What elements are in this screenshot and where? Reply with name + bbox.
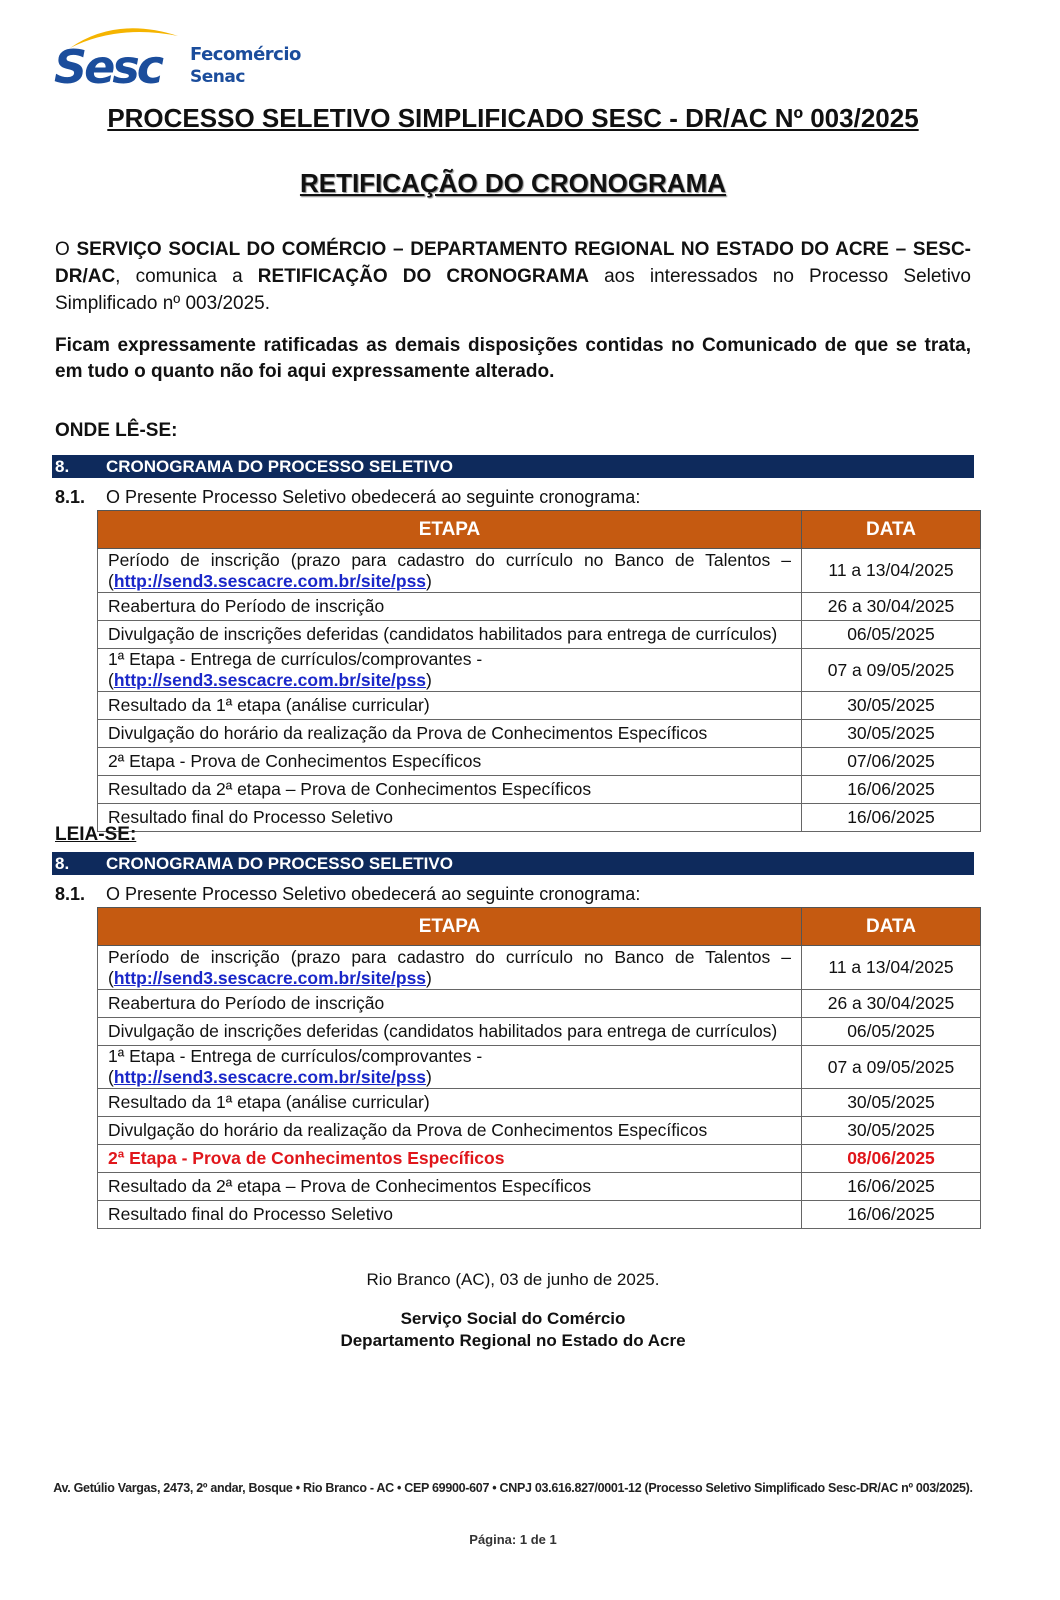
table-row: Divulgação de inscrições deferidas (candidatos habilitados para entrega de currículos) 06/05/2025 (98, 1018, 981, 1046)
table-row: Reabertura do Período de inscrição 26 a 30/04/2025 (98, 990, 981, 1018)
table-row: Reabertura do Período de inscrição 26 a 30/04/2025 (98, 593, 981, 621)
pss-link[interactable]: http://send3.sescacre.com.br/site/pss (113, 570, 427, 591)
table-row: Resultado da 2ª etapa – Prova de Conhecimentos Específicos 16/06/2025 (98, 1173, 981, 1201)
table-row: Divulgação de inscrições deferidas (candidatos habilitados para entrega de currículos) 06/05/2025 (98, 621, 981, 649)
document-page: Sesc Fecomércio Senac PROCESSO SELETIVO SIMPLIFICADO SESC - DR/AC Nº 003/2025 RETIFICAÇÃO DO CRONOGRAMA O SERVIÇO SOCIAL DO COMÉRCIO – DEPARTAMENTO REGIONAL NO ESTADO DO ACRE – SESC-DR/AC, comunica a RETIFICAÇÃO DO CRONOGRAMA aos interessados no Processo Seletivo Simplificado nº 003/2025. Ficam expressamente ratificadas as demais disposições contidas no Comunicado de que se trata, em tudo o quanto não foi aqui expressamente alterado. ONDE LÊ-SE: 8. CRONOGRAMA DO PROCESSO SELETIVO 8.1. O Presente Processo Seletivo obedecerá ao seguinte cronograma: ETAPA DATA Período de inscrição (prazo para cadastro do currículo no Banco de Talentos – (http://send3.sescacre.com.br/site/pss) 11 a 13/04/2025 Reabertura do Período de inscrição 26 a 30/04/2025 Divulgação de inscrições deferidas (candidatos habilitados para entrega de currículos) 06/05/2025 1ª Etapa - Entrega de currículos/comprovantes - (http://send3.sescacre.com.br/site/pss) 07 a 09/05/2025 Resultado da 1ª etapa (análise curricular) 30/05/2025 Divulgação do horário da realização da Prova de Conhecimentos Específicos 30/05/2025 2ª Etapa - Prova de Conhecimentos Específicos 07/06/2025 Resultado da 2ª etapa – Prova de Conhecimentos Específicos 16/06/2025 Resultado final do Processo Seletivo 16/06/2025 LEIA-SE: 8. CRONOGRAMA DO PROCESSO SELETIVO 8.1. O Presente Processo Seletivo obedecerá ao seguinte cronograma: ETAPA DATA Período de inscrição (prazo para cadastro do currículo no Banco de Talentos – (http://send3.sescacre.com.br/site/pss) 11 a 13/04/2025 Reabertura do Período de inscrição 26 a 30/04/2025 Divulgação de inscrições deferidas (candidatos habilitados para entrega de currículos) 06/05/2025 1ª Etapa - Entrega de currículos/comprovantes - (http://send3.sescacre.com.br/site/pss) 07 a 09/05/2025 Resultado da 1ª etapa (análise curricular) 30/05/2025 Divulgação do horário da realização da Prova de Conhecimentos Específicos 30/05/2025 2ª Etapa - Prova de Conhecimentos Específicos 08/06/2025 Resultado da 2ª etapa – Prova de Conhecimentos Específicos 16/06/2025 Resultado final do Processo Seletivo 16/06/2025 Rio Branco (AC), 03 de junho de 2025. Serviço Social do Comércio Departamento Regional no Estado do Acre Av. Getúlio Vargas, 2473, 2º andar, Bosque • Rio Branco - AC • CEP 69900-607 • CNPJ 03.616.827/0001-12 (Processo Seletivo Simplificado Sesc-DR/AC nº 003/2025). Página: 1 de 1 (0, 0, 1060, 1600)
sesc-logo (54, 22, 314, 92)
table-row: Divulgação do horário da realização da Prova de Conhecimentos Específicos 30/05/2025 (98, 1117, 981, 1145)
document-title: PROCESSO SELETIVO SIMPLIFICADO SESC - DR/AC Nº 003/2025 (107, 103, 919, 133)
table-header-row (98, 511, 981, 549)
table-row: Resultado da 2ª etapa – Prova de Conhecimentos Específicos 16/06/2025 (98, 776, 981, 804)
table-row: 1ª Etapa - Entrega de currículos/comprovantes - (http://send3.sescacre.com.br/site/pss) 07 a 09/05/2025 (98, 1046, 981, 1089)
intro-paragraph: O SERVIÇO SOCIAL DO COMÉRCIO – DEPARTAMENTO REGIONAL NO ESTADO DO ACRE – SESC-DR/AC, comunica a RETIFICAÇÃO DO CRONOGRAMA aos interessados no Processo Seletivo Simplificado nº 003/2025. (55, 239, 972, 314)
logo-senac-text: Senac (190, 67, 245, 87)
ratification-paragraph: Ficam expressamente ratificadas as demais disposições contidas no Comunicado de que se trata, em tudo o quanto não foi aqui expressamente alterado. (55, 335, 971, 382)
table-row-highlighted: 2ª Etapa - Prova de Conhecimentos Específicos 08/06/2025 (98, 1145, 981, 1173)
header-etapa: ETAPA (98, 908, 802, 946)
onde-le-se-label: ONDE LÊ-SE: (55, 420, 178, 441)
logo-brand-text: Sesc (54, 40, 161, 94)
schedule-table-onde (97, 510, 981, 832)
table-row: 1ª Etapa - Entrega de currículos/comprovantes - (http://send3.sescacre.com.br/site/pss) 07 a 09/05/2025 (98, 649, 981, 692)
table-row: Período de inscrição (prazo para cadastro do currículo no Banco de Talentos – (http://send3.sescacre.com.br/site/pss) 11 a 13/04/2025 (98, 549, 981, 593)
document-subtitle: RETIFICAÇÃO DO CRONOGRAMA (299, 168, 727, 198)
table-row: Resultado final do Processo Seletivo 16/06/2025 (98, 1201, 981, 1229)
section-bar-leia: 8. CRONOGRAMA DO PROCESSO SELETIVO (52, 852, 974, 875)
table-row: Período de inscrição (prazo para cadastro do currículo no Banco de Talentos – (http://send3.sescacre.com.br/site/pss) 11 a 13/04/2025 (98, 946, 981, 990)
signature-line-2: Departamento Regional no Estado do Acre (340, 1331, 686, 1350)
signature-line-1: Serviço Social do Comércio (400, 1309, 626, 1328)
footer-address: Av. Getúlio Vargas, 2473, 2º andar, Bosque • Rio Branco - AC • CEP 69900-607 • CNPJ 03.616.827/0001-12 (Processo Seletivo Simplificado Sesc-DR/AC nº 003/2025). (53, 1481, 973, 1495)
table-row: 2ª Etapa - Prova de Conhecimentos Específicos 07/06/2025 (98, 748, 981, 776)
header-data: DATA (802, 908, 981, 946)
intro-org: SERVIÇO SOCIAL DO COMÉRCIO – DEPARTAMENTO REGIONAL NO ESTADO DO ACRE – SESC-DR/AC (55, 239, 972, 287)
header-etapa: ETAPA (98, 511, 802, 549)
table-row: Resultado final do Processo Seletivo 16/06/2025 (98, 804, 981, 832)
logo-fecomercio-text: Fecomércio (190, 44, 301, 65)
pss-link[interactable]: http://send3.sescacre.com.br/site/pss (113, 967, 427, 988)
pss-link[interactable]: http://send3.sescacre.com.br/site/pss (113, 1067, 427, 1087)
table-header-row (98, 908, 981, 946)
schedule-table-leia (97, 907, 981, 1229)
header-data: DATA (802, 511, 981, 549)
intro-action: RETIFICAÇÃO DO CRONOGRAMA (257, 266, 589, 287)
page-number: Página: 1 de 1 (469, 1532, 557, 1547)
city-date: Rio Branco (AC), 03 de junho de 2025. (366, 1270, 660, 1289)
table-row: Resultado da 1ª etapa (análise curricular) 30/05/2025 (98, 1089, 981, 1117)
leia-se-label: LEIA-SE: (55, 824, 137, 845)
table-row: Resultado da 1ª etapa (análise curricular) 30/05/2025 (98, 692, 981, 720)
section-bar-onde: 8. CRONOGRAMA DO PROCESSO SELETIVO (52, 455, 974, 478)
table-row: Divulgação do horário da realização da Prova de Conhecimentos Específicos 30/05/2025 (98, 720, 981, 748)
pss-link[interactable]: http://send3.sescacre.com.br/site/pss (113, 670, 427, 690)
